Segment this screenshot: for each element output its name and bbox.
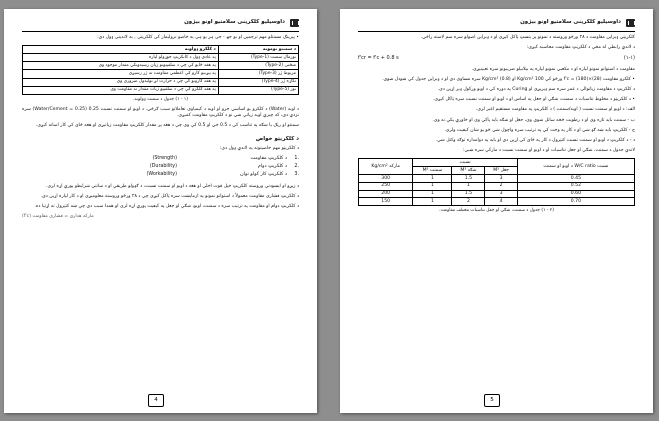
document-page-right xyxy=(340,9,653,413)
list-english: (Workability) xyxy=(146,172,177,178)
paragraph: د کلکریټ دوام او مقاومت په ترتیب سره د سمنت، اوبو، شګې او جغل په کیفیت پورې اړه لري او همدا سبب دی چې ښه کنټرول ته اړتیا ده. xyxy=(34,204,299,209)
table-cell: 1.5 xyxy=(452,175,485,183)
list-item: الف: د اوبو او سمنت نسبت ( اوبه/سمنت ) د کلکریټ په مقاومت مستقیم اغیز لري. xyxy=(475,107,635,113)
list-item xyxy=(22,172,299,178)
paragraph: کلکریټي ډیزاین مقاومت د ۲۸ ورځو وروسته د نمونو پر بنسټ ټاکل کیږي او د ډیزاین اصولو سره سم لاسته راځي. xyxy=(420,35,635,40)
table-cell: 1 xyxy=(452,182,485,190)
list-label: د کلکریټ مقاومت xyxy=(250,155,287,161)
equation-text: f'cr = f'c + 0.8 s xyxy=(358,55,399,62)
table-header-row xyxy=(23,46,299,54)
paragraph: • د کلکریټو د مخلوط تناسبات د سمنت، شګې او جغل په اساس او د اوبو او سمنت نسبت سره ټاکل کیږي. xyxy=(432,97,635,103)
paragraph: ب - سمنت باید تازه وي او د رطوبت څخه ساتل شوی وي، جغل او شګه باید پاکې وي او خاورې پکې نه وي. xyxy=(432,117,635,123)
book-icon xyxy=(290,19,299,27)
intro-paragraph: • پیرینګ مسنتلو مهم ترجمیں او بو جھ - جی ہر یو ہی به خاصو ترولیمار کی کلکریتی , به لاندینی ډول دی: xyxy=(97,35,299,40)
table-cell: په بیړنیو کارو کې اعظمي مقاومت ته ژر رسیږي xyxy=(23,70,219,78)
table-cell: 2 xyxy=(485,182,517,190)
paragraph: سمنتو او ریګ یا شګه په تناسب کې د 0.5 جي او 0.5 کې وي چې د هغه پر مقدار کلکریټ مقاومت زیاتیږي او هغه ځای کې کار اسانه کیږي. xyxy=(35,123,299,129)
table-cell: نور (Type-5) xyxy=(218,86,298,94)
page-header xyxy=(358,19,635,32)
table-cell: 1 xyxy=(413,198,452,206)
table-header-cell: نسبت W/C ratio د اوبو او سمنت xyxy=(517,159,634,175)
table-header-cell: سمنت M³ xyxy=(413,167,452,175)
table-cell: نورمال سمنت (Type-1) xyxy=(218,54,298,62)
list-item xyxy=(22,156,299,162)
table-header-cell: جغل M³ xyxy=(485,167,517,175)
list-english: (Durability) xyxy=(149,164,177,170)
table-cell: په هغه کارونو کې چې د حرارت لږ تولیدول ضروري وي xyxy=(23,78,219,86)
table-cell: 1 xyxy=(413,190,452,198)
table-cell: په هغه کلکرو کې چې د سلفیټو زیات مقدار ته مقاومت وي xyxy=(23,86,219,94)
header-title: داوسیلیو کلکرینی سلامتیو اونو بیژون xyxy=(184,19,285,25)
paragraph: د - د کلکریټ د اوبو او سمنت نسبت کنټرول د کار په ځای کې اړین دی او باید په دوامداره توګه وکتل شي. xyxy=(435,138,635,144)
table-cell: 200 xyxy=(359,190,413,198)
cement-types-table xyxy=(22,45,299,95)
paragraph: مقاومت د استوانو نمونو لپاره او د مکعبي نمونو لپاره په بیلابیلو ضریبونو سره تعیینیږي. xyxy=(471,66,635,72)
paragraph: د اوبه (Water) د کلکرو یو اساسي جزو او اوبه د کیمیاوي تعاملاتو سبب ګرځي. د اوبو او سمنت نسبت 0.25 (Water/Cement = 0.25) سره نژدې دی، که چیرې اوبه زیاتې شي نو د کلکریټ مقاومت کمیږي. xyxy=(22,106,299,119)
list-label: د کلکریټ کار کولو توان xyxy=(240,172,287,178)
table-cell: 0.45 xyxy=(517,175,634,183)
table-cell: 250 xyxy=(359,182,413,190)
table-cell: 1 xyxy=(413,175,452,183)
paragraph: د کلکریټ د مقاومت زیاتوالی د عمر سره سم ډیریږي او Curing په دوره کې د اوبو ورکول ډیر اړین دي. xyxy=(437,87,635,93)
equation-number: (۱-۱) xyxy=(623,55,635,62)
table-row xyxy=(23,62,299,70)
table-cell: 0.60 xyxy=(517,190,634,198)
table-cell: 1.5 xyxy=(452,190,485,198)
table-row xyxy=(23,86,299,94)
table-header-cell: شګه M³ xyxy=(452,167,485,175)
table-cell: 4 xyxy=(485,198,517,206)
page-number: 4 xyxy=(148,394,164,407)
table-row xyxy=(23,78,299,86)
table-row xyxy=(23,70,299,78)
table-cell: 2 xyxy=(452,198,485,206)
paragraph: • کلکرو مقاومت f'c = (180)×(28) ورځو کې Kg/cm² 100 او Kg/cm² (0.8) سره مساوي دی او د ډیزاین جدول کې ښودل شوی. xyxy=(382,76,635,82)
table-header-cell: د کلکرو ډولونه xyxy=(23,46,219,54)
table-cell: په هغه ځایو کې چې د سلفیټونو زیان رسیدونکي مقدار موجود وي xyxy=(23,62,219,70)
table-cell: 3 xyxy=(485,175,517,183)
list-number: .3 xyxy=(294,172,299,178)
formula: (f'c) مارکه هداری = ‫فشاري مقاومت xyxy=(22,214,94,220)
paragraph: د کلکریټو مهم خاصیتونه په لاندې ډول دي: xyxy=(219,145,299,151)
list-item xyxy=(22,164,299,170)
page-body xyxy=(22,35,299,220)
table-cell: 3 xyxy=(485,190,517,198)
document-page-left xyxy=(4,9,317,413)
page-body xyxy=(358,35,635,218)
section-title: د کلکریټو خواص xyxy=(255,135,299,142)
paragraph: د لاندې رابطې له مخې د کلکریټ مقاومت محاسبه کیږي: xyxy=(526,45,635,51)
table-caption: (۲ - ۱) جدول د سمنت، شګې او جغل تناسبات مختلف مقاومت. xyxy=(439,208,554,214)
list-number: .1 xyxy=(294,155,299,161)
table-cell: په عادي ډول د کانکریټ جوړولو لپاره xyxy=(23,54,219,62)
table-header-row xyxy=(359,159,635,167)
page-header xyxy=(22,19,299,32)
table-cell: تکاړه ژر (Type-4) xyxy=(218,78,298,86)
table-row xyxy=(359,182,635,190)
list-number: .2 xyxy=(294,164,299,170)
table-row xyxy=(359,198,635,206)
paragraph: د کلکریټ فشاري مقاومت معمولاً د استوانو نمونو په ازمایښت سره ټاکل کیږي چې د ۲۸ ورځو وروسته معلومیږي او د کار لپاره اړین دی. xyxy=(40,193,299,199)
table-row xyxy=(359,190,635,198)
table-cell: 0.70 xyxy=(517,198,634,206)
table-cell: مربوط ژر (Type-3) xyxy=(218,70,298,78)
list-english: (Strength) xyxy=(152,155,177,161)
paragraph: لاندې جدول د سمنت، شګې او جغل تناسبات او د اوبو او سمنت نسبت د مارکې سره ښیي: xyxy=(462,148,635,154)
table-header-cell: مارکه Kg/cm² xyxy=(359,159,413,175)
paragraph: د زیږو او ایښودنې وروسته کلکریټ خپل قوت اخلي او هغه د اوبو او سمنت نسبت، د ګډولو طریقې او د ساتنې شرایطو پورې اړه لري. xyxy=(46,183,299,189)
list-label: د کلکریټ دوام xyxy=(257,164,287,170)
equation xyxy=(358,55,635,61)
table-row xyxy=(23,54,299,62)
table-cell: 0.52 xyxy=(517,182,634,190)
paragraph: ج - کلکریټ باید ښه ګډ شي او د کار په وخت کې په ترتیب سره واچول شي څو یو شان کیفیت ولري. xyxy=(444,127,635,133)
page-number: 5 xyxy=(484,394,500,407)
table-cell: 300 xyxy=(359,175,413,183)
table-row xyxy=(359,175,635,183)
mix-proportion-table xyxy=(358,158,635,206)
table-cell: 1 xyxy=(413,182,452,190)
table-header-cell: د سمنتو نومونه xyxy=(218,46,298,54)
header-title: داوسیلیو کلکرینی سلامتیو اونو بیژون xyxy=(520,19,621,25)
table-header-cell: نسبت xyxy=(413,159,517,167)
table-caption: (۱ - ۱) جدول د سمنت ډولونه. xyxy=(133,96,188,102)
table-cell: منځنی (Type-2) xyxy=(218,62,298,70)
table-cell: 150 xyxy=(359,198,413,206)
book-icon xyxy=(626,19,635,27)
